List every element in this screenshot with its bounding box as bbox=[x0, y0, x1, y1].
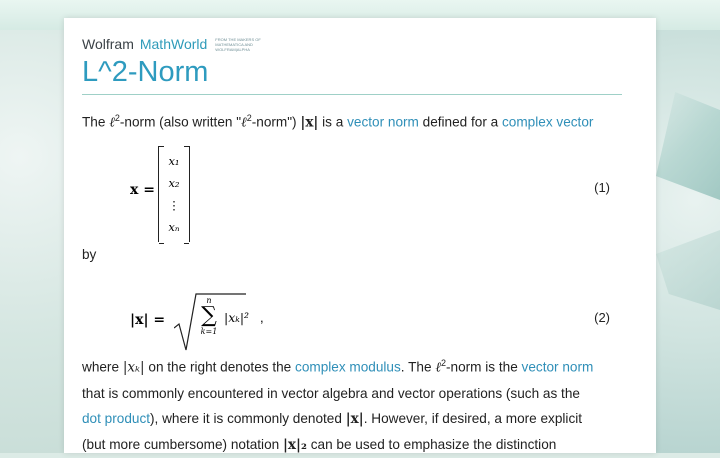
sum-symbol: ∑ bbox=[201, 303, 217, 328]
math-norm-x: |x| bbox=[300, 114, 319, 131]
line bbox=[82, 432, 627, 458]
text: by bbox=[82, 247, 97, 262]
summation bbox=[194, 296, 224, 336]
text: on the right denotes the bbox=[144, 359, 296, 375]
matrix-entry: xₙ bbox=[168, 220, 180, 234]
math-superscript: 2 bbox=[114, 113, 120, 123]
text: -norm (also written " bbox=[119, 114, 242, 130]
intro-paragraph bbox=[82, 106, 627, 136]
matrix-entry: x₁ bbox=[168, 154, 180, 168]
background-decoration-left bbox=[0, 30, 64, 453]
matrix-entry: x₂ bbox=[168, 176, 180, 190]
link-vector-norm[interactable]: vector norm bbox=[521, 359, 594, 375]
text: defined for a bbox=[418, 114, 502, 130]
math-norm-x-2: |x|₂ bbox=[282, 436, 307, 453]
sum-term: |xₖ|² bbox=[224, 310, 250, 325]
title-divider bbox=[82, 94, 622, 95]
by-text bbox=[82, 242, 627, 267]
text: . However, if desired, a more explicit bbox=[363, 410, 583, 426]
paragraph-2 bbox=[82, 351, 627, 458]
math-superscript: 2 bbox=[440, 358, 446, 368]
link-complex-vector[interactable]: complex vector bbox=[502, 114, 594, 130]
text: . The bbox=[400, 359, 436, 375]
comma: , bbox=[260, 310, 264, 325]
equation-number: (2) bbox=[594, 310, 610, 325]
sum-lower-limit: k=1 bbox=[200, 327, 218, 336]
logo-wolfram: Wolfram bbox=[82, 36, 134, 52]
math-abs-xk: |xₖ| bbox=[122, 359, 145, 376]
line bbox=[82, 351, 627, 381]
line bbox=[82, 406, 627, 432]
math-ell: ℓ bbox=[109, 114, 115, 131]
line: that is commonly encountered in vector algebra and vector operations (such as the bbox=[82, 385, 580, 401]
article-panel bbox=[64, 18, 656, 453]
site-logo[interactable] bbox=[82, 35, 285, 53]
sum-upper-limit: n bbox=[206, 296, 212, 305]
text: can be used to emphasize the distinction bbox=[306, 436, 557, 452]
matrix-entries bbox=[159, 150, 189, 238]
link-dot-product[interactable]: dot product bbox=[82, 410, 151, 426]
link-vector-norm[interactable]: vector norm bbox=[347, 114, 419, 130]
math-norm-x: |x| bbox=[345, 410, 364, 427]
equation-lhs: x = bbox=[130, 182, 155, 198]
equation-lhs: |x| = bbox=[130, 312, 166, 328]
text: (but more cumbersome) notation bbox=[82, 436, 283, 452]
matrix-entry: ⋮ bbox=[168, 198, 180, 212]
equation-1 bbox=[130, 146, 610, 246]
text: -norm is the bbox=[446, 359, 522, 375]
text: ), where it is commonly denoted bbox=[150, 410, 346, 426]
text: -norm") bbox=[251, 114, 301, 130]
text: The bbox=[82, 114, 110, 130]
math-ell: ℓ bbox=[435, 359, 441, 376]
link-complex-modulus[interactable]: complex modulus bbox=[295, 359, 401, 375]
math-ell: ℓ bbox=[241, 114, 247, 131]
logo-tagline: FROM THE MAKERS OF MATHEMATICA AND WOLFRAM|ALPHA bbox=[215, 36, 261, 52]
text: is a bbox=[318, 114, 348, 130]
logo-mathworld: MathWorld bbox=[139, 36, 208, 52]
math-superscript: 2 bbox=[246, 113, 252, 123]
page-title: L^2-Norm bbox=[82, 56, 209, 88]
column-vector-matrix bbox=[158, 146, 190, 242]
text: where bbox=[82, 359, 123, 375]
equation-number: (1) bbox=[594, 180, 610, 195]
equation-2 bbox=[130, 290, 610, 360]
